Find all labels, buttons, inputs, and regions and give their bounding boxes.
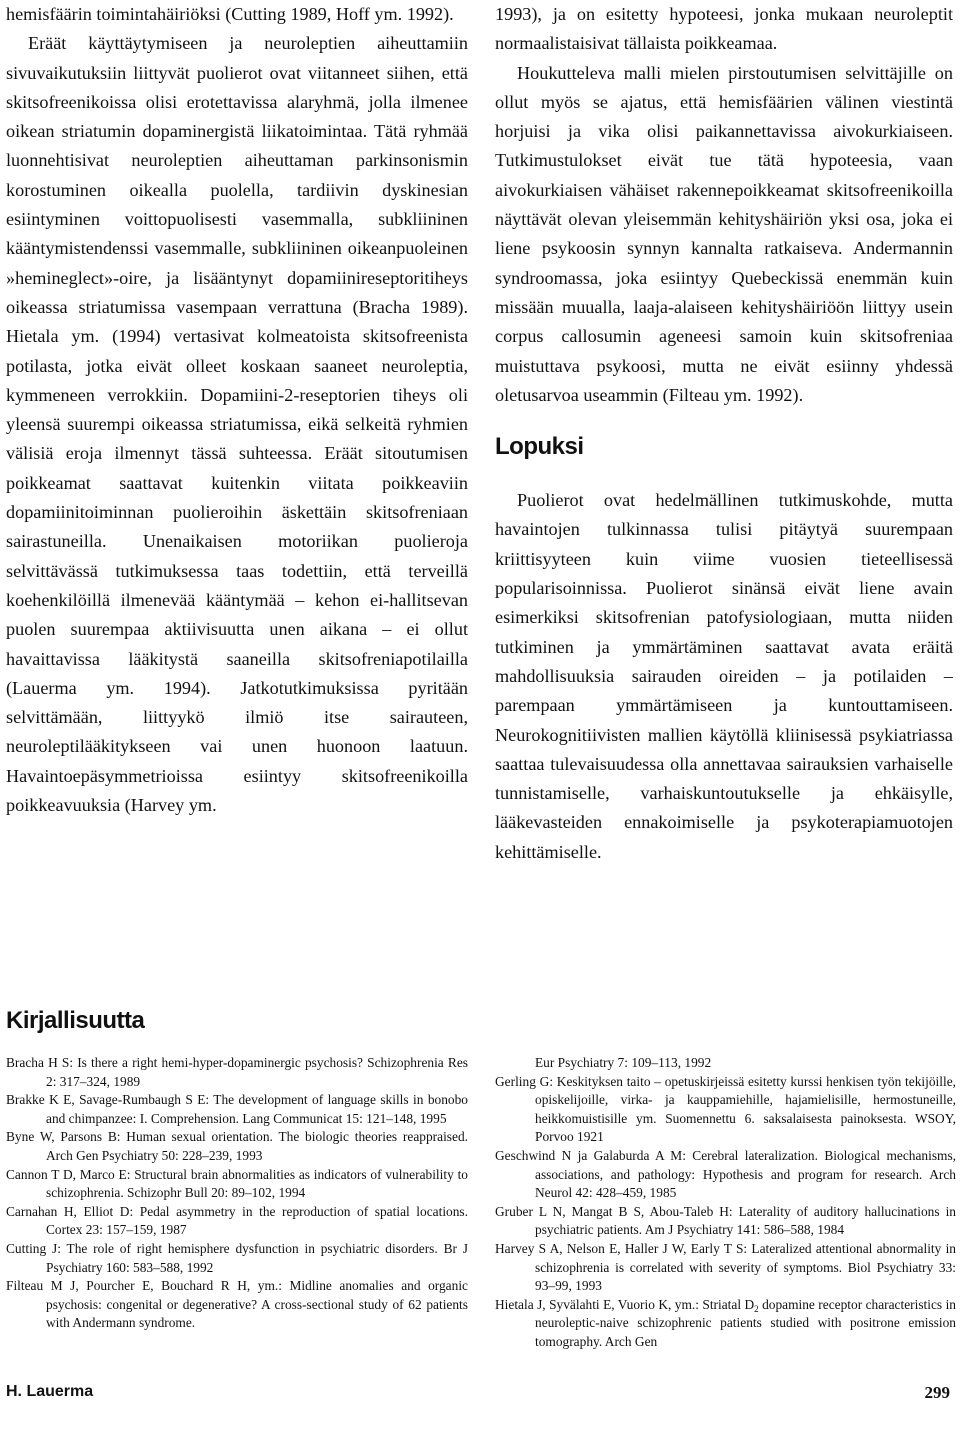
body-paragraph: Puolierot ovat hedelmällinen tutkimuskohde, mutta havaintojen tulkinnassa tulisi pitäytyä suurempaan kriittisyyteen kuin viime vuosien tieteellisessä popularisoinnissa. Puolierot sinänsä eivät liene avain esimerkiksi skitsofrenian patofysiologiaan, mutta niiden tutkiminen ja ymmärtäminen saattavat avata eräitä mahdollisuuksia sairauden oireiden – ja potilaiden – parempaan ymmärtämiseen ja kuntouttamiseen. Neurokognitiivisten mallien käytöllä kliinisessä psykiatriassa saattaa tulevaisuudessa olla annettavaa sairauksien varhaiselle tunnistamiselle, varhaiskuntoutukselle ja ehkäisylle, lääkevasteiden ennakoimiselle ja psykoterapiamuotojen kehittämiselle.	[495, 490, 953, 862]
subscript: 2	[754, 1303, 759, 1314]
left-column	[6, 0, 468, 820]
section-heading-lopuksi: Lopuksi	[495, 433, 584, 461]
reference-text: Hietala J, Syvälahti E, Vuorio K, ym.: Striatal D	[495, 1296, 755, 1312]
references-heading: Kirjallisuutta	[6, 1007, 145, 1034]
reference-item: Geschwind N ja Galaburda A M: Cerebral lateralization. Biological mechanisms, associations, and pathology: Hypothesis and program for research. Arch Neurol 42: 428–459, 1985	[495, 1147, 956, 1201]
reference-item: Byne W, Parsons B: Human sexual orientation. The biologic theories reappraised. Arch Gen Psychiatry 50: 228–239, 1993	[6, 1129, 468, 1163]
reference-item: Carnahan H, Elliot D: Pedal asymmetry in the reproduction of spatial locations. Cortex 23: 157–159, 1987	[6, 1203, 468, 1238]
reference-item	[495, 1296, 956, 1352]
body-paragraph: 1993), ja on esitetty hypoteesi, jonka mukaan neuroleptit normaalistaisivat tällaista poikkeamaa.	[495, 4, 953, 54]
reference-item: Harvey S A, Nelson E, Haller J W, Early T S: Lateralized attentional abnormality in schizophrenia is correlated with severity of symptoms. Biol Psychiatry 33: 93–99, 1993	[495, 1240, 956, 1294]
reference-item: Gerling G: Keskityksen taito – opetuskirjeissä esitetty kurssi henkisen työn tekijöille, opiskelijoille, virka- ja kauppamiehille, hajamielisille, hermostuneille, heikkomuistisille ym. Suomennettu 6. saksalaisesta painoksesta. WSOY, Porvoo 1921	[495, 1073, 956, 1145]
reference-item: Brakke K E, Savage-Rumbaugh S E: The development of language skills in bonobo and chimpanzee: I. Comprehension. Lang Communicat 15: 121–148, 1995	[6, 1092, 468, 1126]
body-paragraph: Houkutteleva malli mielen pirstoutumisen selvittäjille on ollut myös se ajatus, että hemisfäärien välinen viestintä horjuisi ja vika olisi paikannettavissa aivokurkiaiseen. Tutkimustulokset eivät tue tätä hypoteesia, vaan aivokurkiaisen vähäiset rakennepoikkeamat skitsofreenikoilla näyttävät olevan yleisemmän kehityshäiriön yksi osa, joka ei liene psykoosin synnyn kannalta ratkaiseva. Andermannin syndroomassa, joka esiintyy Quebeckissä enemmän kuin missään muualla, laaja-alaiseen kehityshäiriöön liittyy usein corpus callosumin ageneesi samoin kuin skitsofreniaa muistuttava psykoosi, mutta ne eivät esiinny yhdessä oletusarvoa useammin (Filteau ym. 1992).	[495, 62, 953, 405]
right-column	[495, 0, 953, 867]
footer-author: H. Lauerma	[6, 1383, 94, 1400]
reference-item: Cutting J: The role of right hemisphere dysfunction in psychiatric disorders. Br J Psychiatry 160: 583–588, 1992	[6, 1240, 468, 1275]
reference-text: dopamine receptor characteristics in neuroleptic-naive schizophrenic patients studied with positrone emission tomography. Arch Gen	[535, 1296, 956, 1349]
body-paragraph: hemisfäärin toimintahäiriöksi (Cutting 1989, Hoff ym. 1992).	[6, 4, 454, 24]
body-paragraph: Eräät käyttäytymiseen ja neuroleptien aiheuttamiin sivuvaikutuksiin liittyvät puolierot ovat viitanneet siihen, että skitsofreenikoissa olisi erotettavissa alaryhmä, jolla ilmenee oikean striatumin dopaminergistä liikatoimintaa. Tätä ryhmää luonnehtisivat neuroleptien aiheuttaman parkinsonismin korostuminen oikealla puolella, tardiivin dyskinesian esiintyminen voittopuolisesti vasemmalla, subkliininen kääntymistendenssi vasemmalle, subkliininen oikeanpuoleinen »hemineglect»-oire, ja lisääntynyt dopamiinireseptoritiheys oikeassa striatumissa vasempaan verrattuna (Bracha 1989). Hietala ym. (1994) vertasivat kolmeatoista skitsofreenista potilasta, jotka eivät olleet koskaan saaneet neuroleptia, kymmeneen verrokkiin. Dopamiini-2-reseptorien tiheys oli yleensä suurempi oikeassa striatumissa, eikä selkeitä ryhmien välisiä eroja ilmennyt tässä suhteessa. Eräät sitoutumisen poikkeamat saattavat kuitenkin viitata poikkeaviin dopamiinitoiminnan puolieroihin äskettäin skitsofreniaan sairastuneilla. Unenaikaisen motoriikan puolieroja selvittävässä tutkimuksessa taas todettiin, että terveillä koehenkilöillä ilmenevää kääntymää – kehon ei-hallitsevan puolen suurempaa aktiivisuutta unen aikana – ei ollut havaittavissa lääkitystä saaneilla skitsofreniapotilailla (Lauerma ym. 1994). Jatkotutkimuksissa pyritään selvittämään, liittyykö ilmiö itse sairauteen, neuroleptilääkitykseen vai unen huonoon laatuun. Havaintoepäsymmetrioissa esiintyy skitsofreenikoilla poikkeavuuksia (Harvey ym.	[6, 33, 468, 816]
reference-item: Filteau M J, Pourcher E, Bouchard R H, ym.: Midline anomalies and organic psychosis: congenital or degenerative? A cross-sectional study of 62 patients with Andermann syndrome.	[6, 1278, 468, 1331]
reference-item: Bracha H S: Is there a right hemi-hyper-dopaminergic psychosis? Schizophrenia Res 2: 317–324, 1989	[6, 1055, 468, 1089]
references-left-column	[6, 1054, 468, 1333]
page-number: 299	[924, 1383, 950, 1402]
reference-item: Gruber L N, Mangat B S, Abou-Taleb H: Laterality of auditory hallucinations in psychiatric patients. Am J Psychiatry 141: 586–588, 1984	[495, 1203, 956, 1238]
reference-item: Cannon T D, Marco E: Structural brain abnormalities as indicators of vulnerability to schizophrenia. Schizophr Bull 20: 89–102, 1994	[6, 1166, 468, 1201]
reference-continuation: Eur Psychiatry 7: 109–113, 1992	[535, 1055, 712, 1070]
references-right-column	[495, 1054, 956, 1352]
